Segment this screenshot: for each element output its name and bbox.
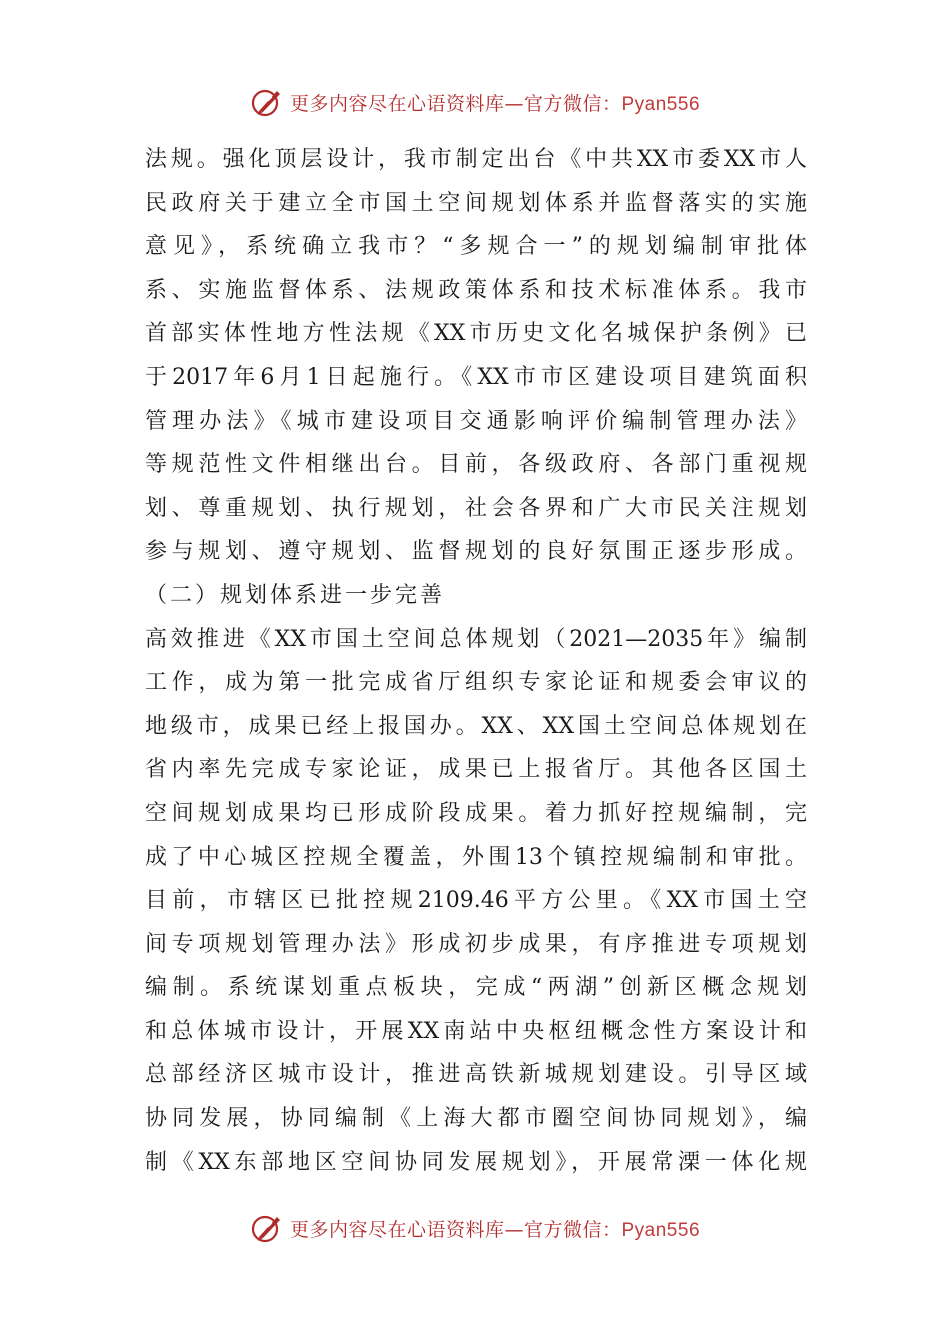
text-line: 参与规划、遵守规划、监督规划的良好氛围正逐步形成。 [145,539,807,565]
text-line: 省内率先完成专家论证，成果已上报省厅。其他各区国土 [145,757,807,783]
document-body [145,138,807,1184]
text-line: 意见》，系统确立我市？“多规合一”的规划编制审批体 [145,234,807,260]
watermark-site-text: 更多内容尽在心语资料库 [289,92,505,115]
watermark-banner-bottom [0,1208,950,1248]
watermark-contact-label: 官方微信： [523,1218,622,1241]
watermark-text [290,1215,700,1242]
watermark-separator: — [504,92,524,115]
text-line: 编制。系统谋划重点板块，完成“两湖”创新区概念规划 [145,975,807,1001]
watermark-banner-top [0,82,950,122]
watermark-contact-id: Pyan556 [621,1219,701,1241]
text-line: 工作，成为第一批完成省厅组织专家论证和规委会审议的 [145,670,807,696]
text-line: 和总体城市设计，开展XX南站中央枢纽概念性方案设计和 [145,1018,807,1044]
paragraph-2 [145,618,807,1185]
watermark-banner-content [250,1211,700,1245]
text-line: 系、实施监督体系、法规政策体系和技术标准体系。我市 [145,277,807,303]
text-line: 间专项规划管理办法》形成初步成果，有序推进专项规划 [145,931,807,957]
text-line: 首部实体性地方性法规《XX市历史文化名城保护条例》已 [145,321,807,347]
watermark-contact-label: 官方微信： [523,92,622,115]
watermark-contact-id: Pyan556 [621,93,701,115]
text-line: 目前，市辖区已批控规2109.46平方公里。《XX市国土空 [145,888,807,914]
text-line: 协同发展，协同编制《上海大都市圈空间协同规划》，编 [145,1106,807,1132]
text-line: 管理办法》《城市建设项目交通影响评价编制管理办法》 [145,408,807,434]
text-line: 于2017年6月1日起施行。《XX市市区建设项目建筑面积 [145,364,807,390]
text-line: 民政府关于建立全市国土空间规划体系并监督落实的实施 [145,190,807,216]
watermark-text [290,89,700,116]
text-line: 地级市，成果已经上报国办。XX、XX国土空间总体规划在 [145,713,807,739]
text-line: 总部经济区城市设计，推进高铁新城规划建设。引导区域 [145,1062,807,1088]
section-heading: （二）规划体系进一步完善 [145,582,446,608]
watermark-separator: — [504,1218,524,1241]
text-line: 成了中心城区控规全覆盖，外围13个镇控规编制和审批。 [145,844,807,870]
text-line: 划、尊重规划、执行规划，社会各界和广大市民关注规划 [145,495,807,521]
paragraph-1 [145,138,807,574]
quill-pen-circle-icon [250,85,284,119]
text-line: 高效推进《XX市国土空间总体规划（2021—2035年》编制 [145,626,807,652]
text-line: 法规。强化顶层设计，我市制定出台《中共XX市委XX市人 [145,147,807,172]
watermark-site-text: 更多内容尽在心语资料库 [289,1218,505,1241]
quill-pen-circle-icon [250,1211,284,1245]
text-line: 等规范性文件相继出台。目前，各级政府、各部门重视规 [145,452,807,478]
text-line: 空间规划成果均已形成阶段成果。着力抓好控规编制，完 [145,800,807,826]
text-line: 制《XX东部地区空间协同发展规划》，开展常溧一体化规 [145,1149,807,1175]
watermark-banner-content [250,85,700,119]
